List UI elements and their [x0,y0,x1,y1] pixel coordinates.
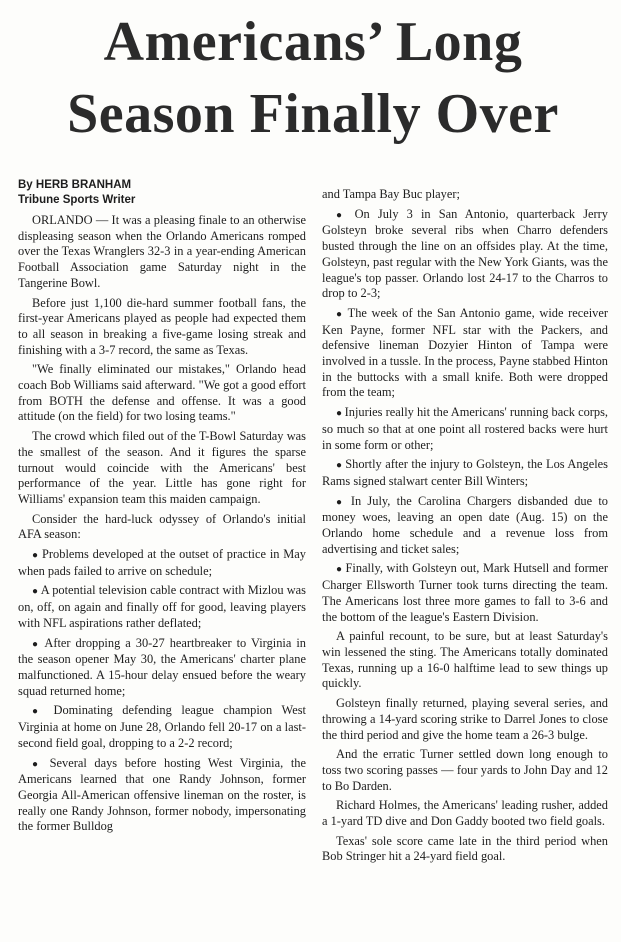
bullet-paragraph: ● On July 3 in San Antonio, quarterback Jerry Golsteyn broke several ribs when Charro defenders busted through the line on an offsides play. At the time, Golsteyn, past regular with the New York Giants, was the league's top passer. Orlando lost 24-17 to the Charros to drop to 2-3; [322,207,608,302]
paragraph: ORLANDO — It was a pleasing finale to an otherwise displeasing season when the Orlando Americans romped over the Texas Wranglers 32-3 in a year-ending American Football Association game Saturday night in the Tangerine Bowl. [18,213,306,290]
article-column-1 [18,213,306,839]
bullet-paragraph: ● After dropping a 30-27 heartbreaker to Virginia in the season opener May 30, the Americans' charter plane malfunctioned. A 15-hour delay ensued before the weary squad returned home; [18,636,306,700]
paragraph: and Tampa Bay Buc player; [322,187,460,201]
bullet-paragraph: ● Finally, with Golsteyn out, Mark Hutsell and former Charger Ellsworth Turner took turns directing the team. The Americans lost three more games to fall to 3-6 and the bottom of the league's Eastern Division. [322,561,608,625]
paragraph: The crowd which filed out of the T-Bowl Saturday was the smallest of the season. And it figures the sparse turnout would coincide with the Americans' best performance of the year. Little has gone right for Williams' expansion team this maiden campaign. [18,429,306,506]
paragraph: A painful recount, to be sure, but at least Saturday's win lessened the sting. The Americans totally dominated Texas, running up a 16-0 halftime lead to sew things up quickly. [322,629,608,691]
bullet-paragraph: ● Dominating defending league champion West Virginia at home on June 28, Orlando fell 20-17 on a last-second field goal, dropping to a 2-2 record; [18,703,306,751]
bullet-paragraph: ● A potential television cable contract with Mizlou was on, off, on again and finally off for good, leaving players with NFL aspirations rather deflated; [18,583,306,631]
paragraph: Before just 1,100 die-hard summer football fans, the first-year Americans played as people had expected them to all season in breaking a five-game losing streak and finishing with a 3-7 record, the same as Texas. [18,295,306,357]
paragraph: Richard Holmes, the Americans' leading rusher, added a 1-yard TD dive and Don Gaddy booted two field goals. [322,798,608,829]
article-column-2 [322,187,608,869]
bullet-paragraph: ● Several days before hosting West Virginia, the Americans learned that one Randy Johnson, former Georgia All-American offensive lineman on the roster, is really one Randy Johnson, former nobody, impersonating the former Bulldog [18,756,306,836]
headline: Americans’ Long Season Finally Over [67,11,559,145]
byline-author: By HERB BRANHAM [18,179,132,191]
bullet-paragraph: ● In July, the Carolina Chargers disbanded due to money woes, leaving an open date (Aug. 15) on the Orlando home schedule and a revenue loss from advertising and ticket sales; [322,494,608,558]
byline [18,178,135,208]
paragraph: "We finally eliminated our mistakes," Orlando head coach Bob Williams said afterward. "We got a good effort from BOTH the defense and offense. It was a good attitude (on the field) for two losing teams." [18,362,306,424]
bullet-paragraph: ● Problems developed at the outset of practice in May when pads failed to arrive on schedule; [18,547,306,579]
paragraph: Texas' sole score came late in the third period when Bob Stringer hit a 24-yard field goal. [322,833,608,864]
bullet-paragraph: ● The week of the San Antonio game, wide receiver Ken Payne, former NFL star with the Packers, and defensive lineman Dozyier Hinton of Tampa were involved in a tussle. In the process, Payne stabbed Hinton in the buttocks with a small knife. Both were dropped from the team; [322,306,608,401]
paragraph: Consider the hard-luck odyssey of Orlando's initial AFA season: [18,511,306,542]
bullet-paragraph: ● Shortly after the injury to Golsteyn, the Los Angeles Rams signed stalwart center Bill Winters; [322,457,608,489]
byline-role: Tribune Sports Writer [18,194,136,206]
paragraph: Golsteyn finally returned, playing several series, and throwing a 14-yard scoring strike to Darrel Jones to close the third period and give the home team a 26-3 bulge. [322,696,608,742]
paragraph: And the erratic Turner settled down long enough to toss two scoring passes — four yards to John Day and 12 to Bo Darden. [322,747,608,793]
bullet-paragraph: ● Injuries really hit the Americans' running back corps, so much so that at one point all rostered backs were hurt in some form or other; [322,405,608,453]
